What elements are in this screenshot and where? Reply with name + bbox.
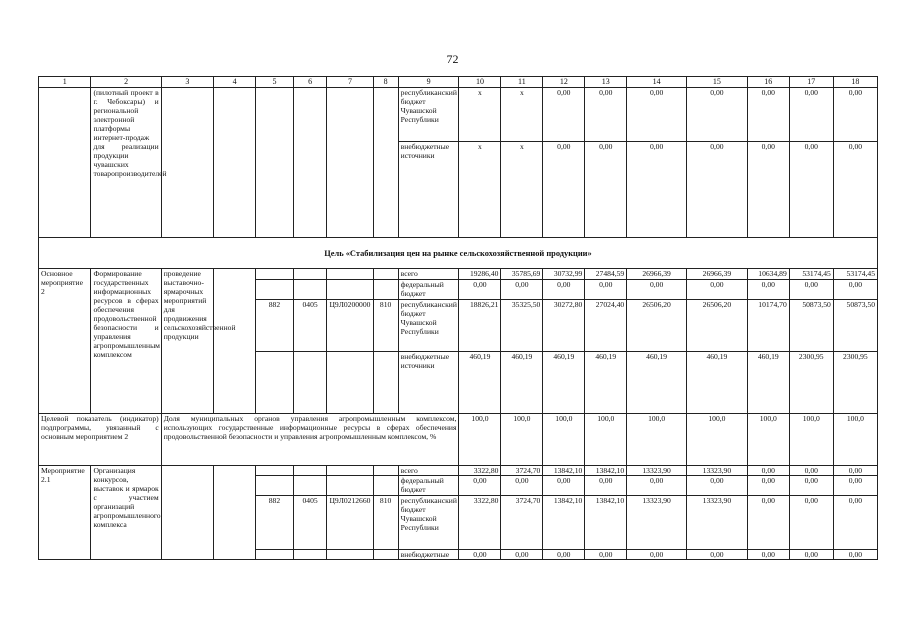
code-grbs: 882 — [256, 496, 294, 550]
value-cell: 3322,80 — [459, 466, 501, 476]
value-cell: 460,19 — [543, 352, 585, 414]
empty-cell — [214, 466, 256, 560]
value-cell: 35785,69 — [501, 269, 543, 280]
value-cell: 0,00 — [687, 280, 748, 300]
value-cell: 0,00 — [747, 476, 789, 496]
value-cell: 0,00 — [833, 476, 877, 496]
value-cell: 0,00 — [687, 88, 748, 142]
code-expense-group: 810 — [373, 496, 398, 550]
purpose-cell — [161, 88, 213, 238]
value-cell: 53174,45 — [833, 269, 877, 280]
col-num: 12 — [543, 77, 585, 88]
value-cell: x — [501, 88, 543, 142]
value-cell: 0,00 — [747, 88, 789, 142]
indicator-text: Доля муниципальных органов управления агропромышленным комплексом, использующих государственные информационные ресурсы в сферах обеспечения продовольственной безопасности и управления агропромышленным комплексом, % — [161, 414, 459, 466]
code-cell — [256, 88, 294, 238]
value-cell: 0,00 — [833, 466, 877, 476]
value-cell: 30732,99 — [543, 269, 585, 280]
code-cell — [373, 352, 398, 414]
code-cell — [293, 269, 327, 280]
column-number-row — [39, 77, 878, 88]
code-grbs: 882 — [256, 300, 294, 352]
code-cell — [373, 280, 398, 300]
code-cell — [327, 88, 373, 238]
indicator-label: Целевой показатель (индикатор) подпрограммы, увязанный с основным мероприятием 2 — [39, 414, 162, 466]
value-cell: 13842,10 — [585, 466, 627, 476]
measure-label: Основное мероприятие 2 — [39, 269, 91, 414]
value-cell: 100,0 — [501, 414, 543, 466]
funding-source: внебюджетные источники — [398, 352, 459, 414]
measure-name: Организация конкурсов, выставок и ярмарок с участием организаций агропромышленного комплекса — [91, 466, 161, 560]
value-cell: 100,0 — [833, 414, 877, 466]
value-cell: 0,00 — [687, 476, 748, 496]
code-cell — [327, 476, 373, 496]
measure-name: Формирование государственных информационных ресурсов в сферах обеспечения продовольственной безопасности и управления агропромышленным комплексом — [91, 269, 161, 414]
code-cell — [256, 466, 294, 476]
value-cell: 0,00 — [687, 550, 748, 560]
code-cell — [293, 476, 327, 496]
value-cell: 50873,50 — [789, 300, 833, 352]
code-cell — [373, 88, 398, 238]
value-cell: 100,0 — [747, 414, 789, 466]
value-cell: 3724,70 — [501, 466, 543, 476]
col-num: 1 — [39, 77, 91, 88]
funding-source: республиканский бюджет Чувашской Республики — [398, 496, 459, 550]
budget-table — [38, 76, 878, 560]
page-number: 72 — [446, 52, 459, 66]
col-num: 15 — [687, 77, 748, 88]
code-cell — [327, 550, 373, 560]
value-cell: 0,00 — [501, 476, 543, 496]
value-cell: 0,00 — [833, 550, 877, 560]
code-cell — [373, 466, 398, 476]
value-cell: 13323,90 — [687, 466, 748, 476]
value-cell: 2300,95 — [789, 352, 833, 414]
value-cell: x — [501, 142, 543, 238]
col-num: 14 — [627, 77, 687, 88]
value-cell: 13323,90 — [627, 466, 687, 476]
funding-source: федеральный бюджет — [398, 280, 459, 300]
funding-source: внебюджетные источники — [398, 142, 459, 238]
col-num: 3 — [161, 77, 213, 88]
col-num: 18 — [833, 77, 877, 88]
value-cell: 0,00 — [585, 280, 627, 300]
code-cell — [293, 550, 327, 560]
value-cell: 13842,10 — [543, 466, 585, 476]
measure-label: Мероприятие 2.1 — [39, 466, 91, 560]
code-cell — [373, 476, 398, 496]
value-cell: 100,0 — [687, 414, 748, 466]
code-cell — [256, 476, 294, 496]
code-cell — [373, 269, 398, 280]
code-target-article: Ц9Л0200000 — [327, 300, 373, 352]
funding-source: федеральный бюджет — [398, 476, 459, 496]
value-cell: 100,0 — [789, 414, 833, 466]
col-num: 11 — [501, 77, 543, 88]
value-cell: 53174,45 — [789, 269, 833, 280]
funding-source: внебюджетные — [398, 550, 459, 560]
code-cell — [327, 269, 373, 280]
value-cell: x — [459, 88, 501, 142]
value-cell: 27024,40 — [585, 300, 627, 352]
value-cell: 0,00 — [833, 142, 877, 238]
value-cell: 3322,80 — [459, 496, 501, 550]
col-num: 9 — [398, 77, 459, 88]
code-cell — [327, 466, 373, 476]
funding-source: всего — [398, 466, 459, 476]
code-section: 0405 — [293, 496, 327, 550]
code-cell — [293, 352, 327, 414]
value-cell: 0,00 — [789, 88, 833, 142]
col-num: 10 — [459, 77, 501, 88]
code-cell — [293, 88, 327, 238]
code-cell — [327, 352, 373, 414]
code-target-article: Ц9Л0212660 — [327, 496, 373, 550]
value-cell: 0,00 — [543, 476, 585, 496]
measure-name: (пилотный проект в г. Чебоксары) и региональной электронной платформы интернет-продаж для реализации продукции чувашских товаропроизводителей — [91, 88, 161, 238]
table-row — [39, 88, 878, 142]
value-cell: 0,00 — [789, 550, 833, 560]
col-num: 5 — [256, 77, 294, 88]
value-cell: 0,00 — [501, 280, 543, 300]
col-num: 17 — [789, 77, 833, 88]
value-cell: 0,00 — [543, 142, 585, 238]
value-cell: 0,00 — [543, 88, 585, 142]
value-cell: 460,19 — [459, 352, 501, 414]
value-cell: 100,0 — [459, 414, 501, 466]
value-cell: 10174,70 — [747, 300, 789, 352]
funding-source: всего — [398, 269, 459, 280]
value-cell: 0,00 — [627, 476, 687, 496]
col-num: 16 — [747, 77, 789, 88]
indicator-row — [39, 414, 878, 466]
value-cell: 0,00 — [789, 142, 833, 238]
value-cell: 3724,70 — [501, 496, 543, 550]
goal-heading: Цель «Стабилизация цен на рынке сельскохозяйственной продукции» — [39, 238, 878, 269]
value-cell: 0,00 — [833, 496, 877, 550]
code-cell — [256, 550, 294, 560]
value-cell: 0,00 — [459, 476, 501, 496]
code-cell — [327, 280, 373, 300]
code-cell — [293, 466, 327, 476]
value-cell: 10634,89 — [747, 269, 789, 280]
col-num: 6 — [293, 77, 327, 88]
funding-source: республиканский бюджет Чувашской Республики — [398, 300, 459, 352]
value-cell: 35325,50 — [501, 300, 543, 352]
value-cell: 0,00 — [747, 496, 789, 550]
value-cell: 0,00 — [585, 476, 627, 496]
value-cell: 50873,50 — [833, 300, 877, 352]
code-cell — [256, 280, 294, 300]
budget-table-wrapper — [38, 76, 878, 560]
empty-cell — [214, 88, 256, 238]
code-cell — [293, 280, 327, 300]
value-cell: 19286,40 — [459, 269, 501, 280]
value-cell: 460,19 — [627, 352, 687, 414]
measure-purpose: проведение выставочно-ярмарочных мероприятий для продвижения сельскохозяйственной продукции — [161, 269, 213, 414]
value-cell: 100,0 — [627, 414, 687, 466]
table-row — [39, 269, 878, 280]
value-cell: 13323,90 — [687, 496, 748, 550]
value-cell: 26506,20 — [687, 300, 748, 352]
value-cell: 2300,95 — [833, 352, 877, 414]
value-cell: 0,00 — [789, 466, 833, 476]
value-cell: 0,00 — [501, 550, 543, 560]
value-cell: 460,19 — [687, 352, 748, 414]
value-cell: 0,00 — [459, 550, 501, 560]
col-num: 8 — [373, 77, 398, 88]
col-num: 13 — [585, 77, 627, 88]
value-cell: 0,00 — [747, 466, 789, 476]
value-cell: 0,00 — [789, 476, 833, 496]
value-cell: 26966,39 — [627, 269, 687, 280]
value-cell: 0,00 — [833, 88, 877, 142]
label-cell — [39, 88, 91, 238]
value-cell: 0,00 — [747, 142, 789, 238]
value-cell: 460,19 — [747, 352, 789, 414]
code-cell — [373, 550, 398, 560]
value-cell: 26966,39 — [687, 269, 748, 280]
code-cell — [256, 352, 294, 414]
value-cell: 30272,80 — [543, 300, 585, 352]
value-cell: 0,00 — [585, 88, 627, 142]
empty-cell — [214, 269, 256, 414]
value-cell: 13842,10 — [543, 496, 585, 550]
value-cell: 100,0 — [585, 414, 627, 466]
value-cell: 0,00 — [459, 280, 501, 300]
table-row — [39, 466, 878, 476]
value-cell: 100,0 — [543, 414, 585, 466]
value-cell: 0,00 — [585, 142, 627, 238]
value-cell: 13323,90 — [627, 496, 687, 550]
goal-row — [39, 238, 878, 269]
value-cell: 0,00 — [543, 280, 585, 300]
empty-cell — [161, 466, 213, 560]
value-cell: 0,00 — [789, 496, 833, 550]
value-cell: 0,00 — [789, 280, 833, 300]
value-cell: 0,00 — [543, 550, 585, 560]
value-cell: 18826,21 — [459, 300, 501, 352]
col-num: 4 — [214, 77, 256, 88]
value-cell: 0,00 — [747, 550, 789, 560]
col-num: 2 — [91, 77, 161, 88]
value-cell: 13842,10 — [585, 496, 627, 550]
code-cell — [256, 269, 294, 280]
value-cell: 27484,59 — [585, 269, 627, 280]
value-cell: 0,00 — [627, 142, 687, 238]
value-cell: 0,00 — [627, 88, 687, 142]
funding-source: республиканский бюджет Чувашской Республики — [398, 88, 459, 142]
value-cell: 460,19 — [501, 352, 543, 414]
value-cell: 26506,20 — [627, 300, 687, 352]
value-cell: 0,00 — [687, 142, 748, 238]
value-cell: 0,00 — [833, 280, 877, 300]
col-num: 7 — [327, 77, 373, 88]
value-cell: 0,00 — [627, 550, 687, 560]
value-cell: x — [459, 142, 501, 238]
code-expense-group: 810 — [373, 300, 398, 352]
value-cell: 0,00 — [747, 280, 789, 300]
value-cell: 0,00 — [585, 550, 627, 560]
code-section: 0405 — [293, 300, 327, 352]
value-cell: 0,00 — [627, 280, 687, 300]
value-cell: 460,19 — [585, 352, 627, 414]
